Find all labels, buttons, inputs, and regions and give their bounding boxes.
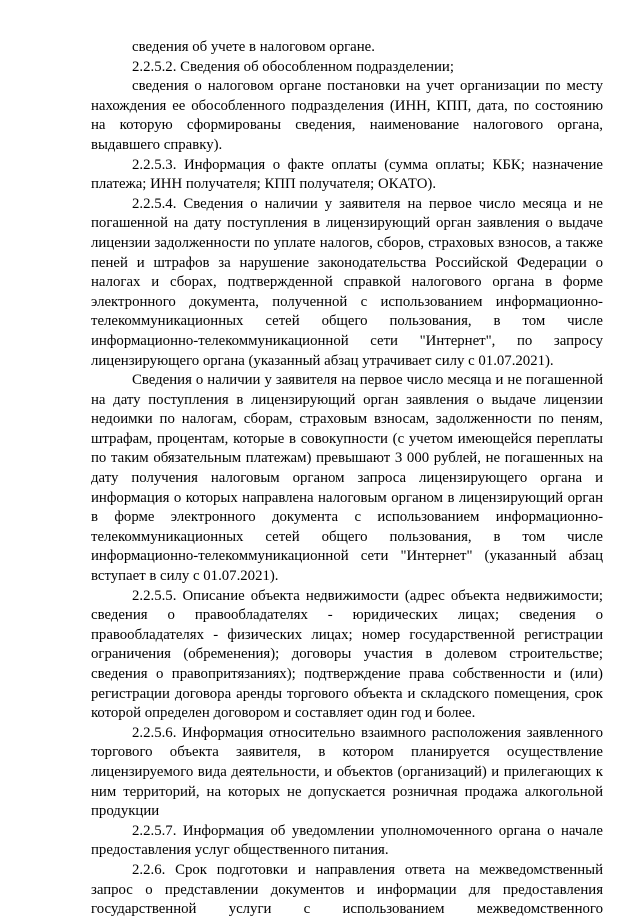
paragraph-arrears-info: Сведения о наличии у заявителя на первое число месяца и не погашенной на дату поступления в лицензирующий орган заявления о выдаче лицензии недоимки по налогам, сборам, страховым взносам, задолженности по пеням, штрафам, процентам, которые в совокупности (с учетом имеющейся переплаты по таким обязательным платежам) превышают 3 000 рублей, не погашенных на дату получения налоговым органом запроса лицензирующего органа и информация о которых направлена налоговым органом в лицензирующий орган в форме электронного документа с использованием информационно-телекоммуникационных сетей общего пользования, в том числе информационно-телекоммуникационной сети "Интернет" (указанный абзац вступает в силу с 01.07.2021). (91, 372, 603, 585)
paragraph-2-2-5-4: 2.2.5.4. Сведения о наличии у заявителя на первое число месяца и не погашенной на дату поступления в лицензирующий орган заявления о выдаче лицензии задолженности по уплате налогов, сборов, страховых взносов, а также пеней и штрафов за нарушение законодательства Российской Федерации о налогах и сборах, подтвержденной справкой налогового органа в форме электронного документа, полученной с использованием информационно-телекоммуникационных сетей общего пользования, в том числе информационно-телекоммуникационной сети "Интернет", по запросу лицензирующего органа (указанный абзац утрачивает силу с 01.07.2021). (91, 195, 603, 369)
document-body (91, 38, 603, 920)
paragraph-2-2-5-7: 2.2.5.7. Информация об уведомлении уполномоченного органа о начале предоставления услуг общественного питания. (91, 822, 603, 859)
paragraph-2-2-5-6: 2.2.5.6. Информация относительно взаимного расположения заявленного торгового объекта заявителя, в котором планируется осуществление лицензируемого вида деятельности, и объектов (организаций) и прилегающих к ним территорий, на которых не допускается розничная продажа алкогольной продукции (91, 724, 603, 820)
paragraph-2-2-5-3: 2.2.5.3. Информация о факте оплаты (сумма оплаты; КБК; назначение платежа; ИНН получателя; КПП получателя; ОКАТО). (91, 156, 603, 193)
paragraph-tax-registration: сведения об учете в налоговом органе. (132, 39, 375, 55)
paragraph-separate-division: сведения о налоговом органе постановки на учет организации по месту нахождения ее обособленного подразделения (ИНН, КПП, дата, по состоянию на которую сформированы сведения, наименование налогового органа, выдавшего справку). (91, 78, 603, 153)
paragraph-2-2-5-5: 2.2.5.5. Описание объекта недвижимости (адрес объекта недвижимости; сведения о правообладателях - юридических лицах; сведения о правообладателях - физических лицах; номер государственной регистрации ограничения (обременения); договоры участия в долевом строительстве; сведения о правопритязаниях); подтверждение права собственности и (или) регистрации договора аренды торгового объекта и складского помещения, срок которой определен договором и составляет один год и более. (91, 587, 603, 722)
paragraph-2-2-6: 2.2.6. Срок подготовки и направления ответа на межведомственный запрос о представлении документов и информации для предоставления государственной услуги с использованием межведомственного (91, 861, 603, 918)
paragraph-2-2-5-2: 2.2.5.2. Сведения об обособленном подразделении; (132, 58, 454, 75)
